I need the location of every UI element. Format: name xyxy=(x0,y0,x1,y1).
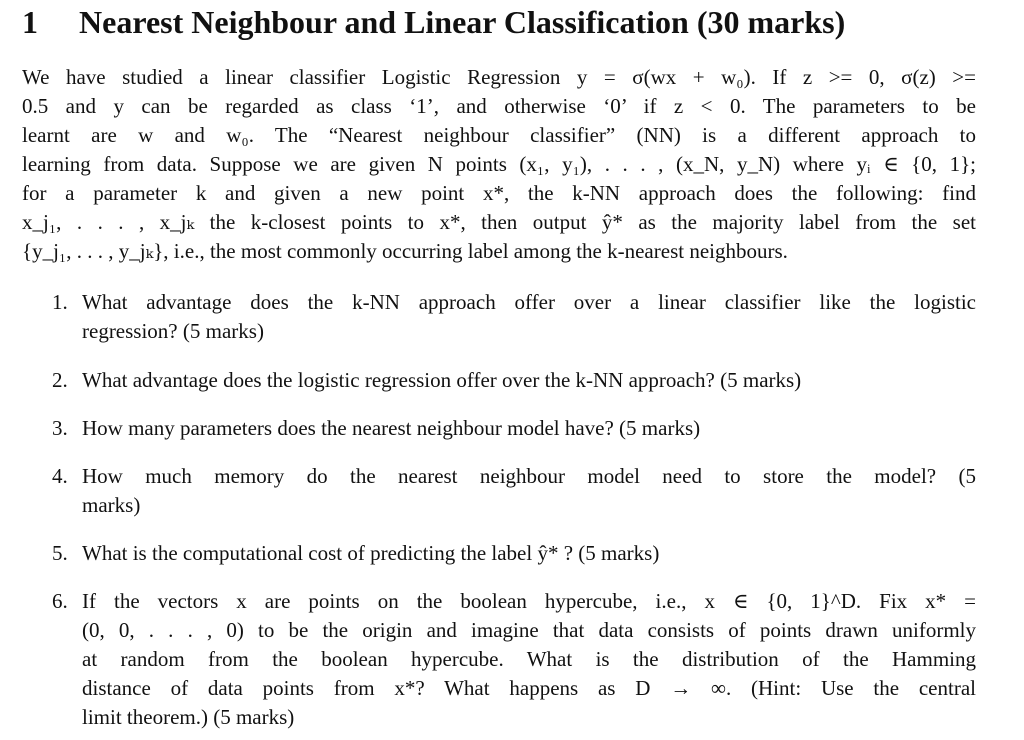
section-number: 1 xyxy=(22,4,38,40)
intro-line: {y_j₁, . . . , y_jₖ}, i.e., the most commonly occurring label among the k-nearest neighbours. xyxy=(22,239,788,263)
question-text xyxy=(82,366,976,395)
question-line: marks) xyxy=(82,493,141,517)
question-line: What is the computational cost of predicting the label ŷ* ? (5 marks) xyxy=(82,541,660,565)
section-heading xyxy=(22,2,1012,42)
question-line: at random from the boolean hypercube. What is the distribution of the Hamming xyxy=(82,647,976,671)
question-text xyxy=(82,587,976,732)
question-number: 5. xyxy=(52,541,68,565)
question-text xyxy=(82,539,976,568)
question-line: How much memory do the nearest neighbour model need to store the model? (5 xyxy=(82,464,976,488)
question-line: distance of data points from x*? What happens as D → ∞. (Hint: Use the central xyxy=(82,676,976,700)
question-number: 1. xyxy=(52,290,68,314)
intro-line: learnt are w and w₀. The “Nearest neighbour classifier” (NN) is a different approach to xyxy=(22,123,976,147)
intro-line: x_j₁, . . . , x_jₖ the k-closest points to x*, then output ŷ* as the majority label from the set xyxy=(22,210,976,234)
question-line: limit theorem.) (5 marks) xyxy=(82,705,295,729)
intro-paragraph xyxy=(22,63,976,266)
question-line: (0, 0, . . . , 0) to be the origin and imagine that data consists of points drawn uniformly xyxy=(82,618,976,642)
question-line: What advantage does the logistic regression offer over the k-NN approach? (5 marks) xyxy=(82,368,802,392)
intro-line: 0.5 and y can be regarded as class ‘1’, and otherwise ‘0’ if z < 0. The parameters to be xyxy=(22,94,976,118)
question-number: 6. xyxy=(52,589,68,613)
intro-line: learning from data. Suppose we are given N points (x₁, y₁), . . . , (x_N, y_N) where yᵢ ∈ {0, 1}; xyxy=(22,152,976,176)
question-number: 4. xyxy=(52,464,68,488)
section-title: Nearest Neighbour and Linear Classification (30 marks) xyxy=(79,4,846,40)
question-text xyxy=(82,414,976,443)
question-line: What advantage does the k-NN approach offer over a linear classifier like the logistic xyxy=(82,290,976,314)
question-line: How many parameters does the nearest neighbour model have? (5 marks) xyxy=(82,416,701,440)
question-line: regression? (5 marks) xyxy=(82,319,264,343)
question-text xyxy=(82,462,976,520)
question-number: 2. xyxy=(52,368,68,392)
question-line: If the vectors x are points on the boolean hypercube, i.e., x ∈ {0, 1}^D. Fix x* = xyxy=(82,589,976,613)
question-number: 3. xyxy=(52,416,68,440)
intro-line: We have studied a linear classifier Logistic Regression y = σ(wx + w₀). If z >= 0, σ(z) >= xyxy=(22,65,976,89)
intro-line: for a parameter k and given a new point x*, the k-NN approach does the following: find xyxy=(22,181,976,205)
question-text xyxy=(82,288,976,346)
